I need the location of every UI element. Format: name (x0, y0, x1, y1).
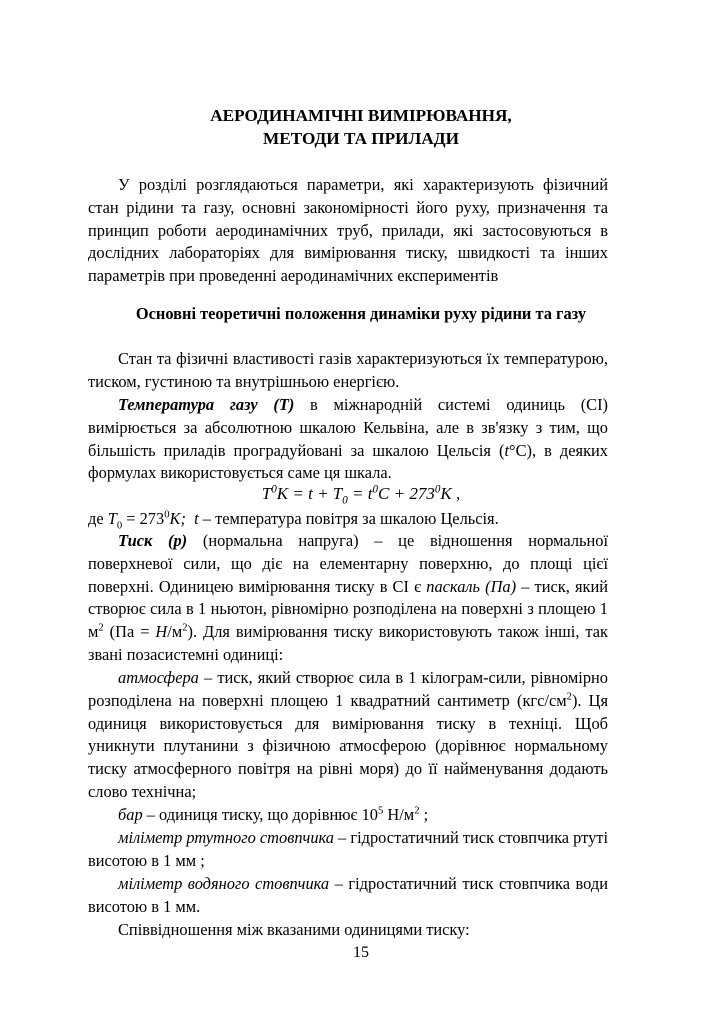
t-symbol: t (504, 440, 510, 460)
chapter-title-line-1: АЕРОДИНАМІЧНІ ВИМІРЮВАННЯ, (210, 106, 512, 125)
ratio-paragraph: Співвідношення між вказаними одиницями тиску: (118, 920, 470, 939)
pressure-term: Тиск (р) (118, 531, 188, 550)
water-paragraph (88, 873, 608, 919)
chapter-title-line-2: МЕТОДИ ТА ПРИЛАДИ (263, 129, 459, 148)
cm2-sup: 2 (566, 691, 572, 703)
formula-sup-0: 0 (271, 483, 277, 496)
temperature-text-a: в міжнародній системі одиниць (СІ) вимірюється за абсолютною шкалою Кельвіна, але в зв'язку з тим, що більшість приладів проградуйовані за шкалою Цельсія ( (88, 395, 608, 460)
mercury-paragraph (88, 827, 608, 873)
state-properties-paragraph: Стан та фізичні властивості газів характеризуються їх температурою, тиском, густиною та внутрішньою енергією. (88, 349, 608, 391)
formula-k: K = t + T (276, 484, 343, 503)
bar-text-b: Н/м (383, 805, 415, 824)
pressure-text-a: (нормальна напруга) – це відношення нормальної поверхневої сили, що діє на елементарну поверхню, до площі цієї поверхні. Одиницею вимірювання тиску в СІ є (88, 531, 608, 596)
page-number: 15 (353, 944, 369, 961)
atmosphere-text-b: ). Ця одиниця використовується для вимірювання тиску в техніці. Щоб уникнути плутанини з фізичною атмосферою (дорівнює нормальному тиску атмосферного повітря на рівні моря) до її найменування додають слово технічна; (88, 690, 608, 801)
water-term: міліметр водяного стовпчика (118, 874, 330, 893)
mercury-term: міліметр ртутного стовпчика (118, 828, 334, 847)
temperature-paragraph (88, 394, 608, 485)
t-lower-symbol: t (194, 509, 199, 528)
formula-sup-2: 0 (434, 483, 441, 496)
kelvin-symbol: K; (169, 509, 186, 528)
t0-symbol: T (107, 509, 117, 528)
t0-value: = 273 (122, 509, 165, 528)
formula-sup-1: 0 (372, 483, 379, 496)
formula-sub-0: 0 (342, 494, 348, 507)
temperature-formula (0, 483, 722, 507)
formula-c: C + 273 (378, 484, 435, 503)
bar-text-c: ; (419, 805, 429, 824)
pressure-text-c: (Па = (103, 622, 156, 642)
pascal-term: паскаль (Па) (426, 576, 517, 596)
temperature-term: Температура газу (Т) (118, 395, 295, 414)
de-word: де (88, 509, 108, 528)
temperature-text-b: °С), в деяких формулах використовується саме ця шкала. (88, 440, 608, 483)
bar-paragraph (88, 804, 608, 827)
intro-paragraph: У розділі розглядаються параметри, які характеризують фізичний стан рідини та газу, основні закономірності його руху, призначення та принцип роботи аеродинамічних труб, прилади, які застосовуються в дослідних лабораторіях для вимірювання тиску, швидкості та інших параметрів при проведенні аеродинамічних експериментів (88, 175, 608, 286)
pressure-text-b: – тиск, який створює сила в 1 ньютон, рівномірно розподілена на поверхні з площею 1 м (88, 576, 608, 642)
formula-k2: K , (440, 484, 461, 503)
bar-sup-5: 5 (377, 805, 384, 817)
m2-sup-b: 2 (182, 622, 188, 634)
bar-term: бар (118, 805, 143, 824)
atmosphere-paragraph (88, 667, 608, 804)
atmosphere-text-a: – тиск, який створює сила в 1 кілограм-сили, рівномірно розподілена на поверхні площею 1 квадратний сантиметр (кгс/см (88, 668, 608, 710)
formula-explanation-rest: – температура повітря за шкалою Цельсія. (198, 509, 499, 528)
pressure-text-d: /м (167, 622, 183, 642)
pressure-text-e: ). Для вимірювання тиску використовують також інші, так звані позасистемні одиниці: (88, 622, 608, 664)
formula-eq: = t (347, 484, 373, 503)
bar-sup-2: 2 (414, 805, 420, 817)
formula-t: T (261, 484, 272, 503)
m2-sup: 2 (98, 622, 104, 634)
water-text: – гідростатичний тиск стовпчика води висотою в 1 мм. (88, 874, 608, 916)
section-title: Основні теоретичні положення динаміки руху рідини та газу (135, 304, 587, 323)
formula-explanation (88, 508, 608, 531)
mercury-text: – гідростатичний тиск стовпчика ртуті висотою в 1 мм ; (88, 828, 609, 870)
newton-symbol: Н (155, 622, 168, 642)
atmosphere-term: атмосфера (118, 668, 199, 687)
t0-subscript: 0 (116, 520, 123, 532)
pressure-paragraph (88, 530, 608, 667)
t0-sup: 0 (164, 509, 170, 521)
bar-text-a: – одиниця тиску, що дорівнює 10 (142, 805, 378, 824)
